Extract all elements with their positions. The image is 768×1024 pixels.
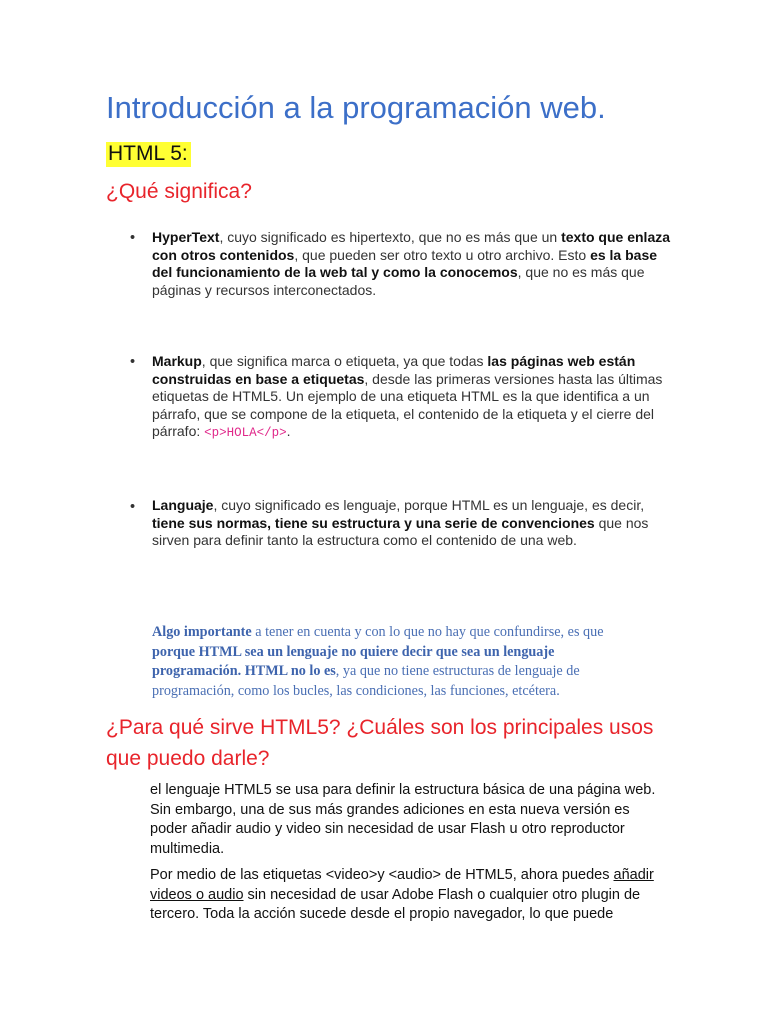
note-bold-text: Algo importante (152, 624, 252, 640)
bullet-bold-text: es la base del funcionamiento de la web tal y como la conocemos (152, 246, 658, 281)
bullet-marker: • (130, 499, 136, 515)
underlined-text: añadir videos o audio (150, 867, 654, 903)
bullet-markup (152, 353, 672, 443)
bullet-text: , que no es más que páginas y recursos interconectados. (152, 264, 645, 298)
bullet-text: que nos sirven para definir tanto la estructura como el contenido de una web. (152, 514, 649, 549)
bullet-marker: • (130, 354, 136, 370)
term-languaje: Languaje (152, 497, 214, 513)
paragraph-video-audio (150, 866, 660, 925)
paragraph-text: Por medio de las etiquetas <video>y <audio> de HTML5, ahora puedes (150, 867, 614, 883)
note-text: a tener en cuenta y con lo que no hay que confundirse, es que (251, 624, 604, 640)
important-note (152, 623, 632, 701)
bullet-hypertext (152, 229, 672, 299)
bullet-bold-text: texto que enlaza con otros contenidos (152, 229, 671, 263)
paragraph-html5-uses: el lenguaje HTML5 se usa para definir la estructura básica de una página web. Sin embargo, una de sus más grandes adiciones en esta nueva versión es poder añadir audio y video sin necesidad de usar Flash u otro reproductor multimedia. (150, 782, 656, 857)
bullet-text: . (286, 423, 291, 440)
bullet-text: , que significa marca o etiqueta, ya que todas (201, 353, 488, 369)
bullet-text: , desde las primeras versiones hasta las últimas etiquetas de HTML5. Un ejemplo de una etiqueta HTML es la que identifica a un párrafo, que se compone de la etiqueta, el contenido de la etiqueta y el cierre del párrafo: (152, 370, 663, 440)
bullet-marker: • (130, 230, 136, 246)
note-text: , ya que no tiene estructuras de lenguaje de programación, como los bucles, las condiciones, las funciones, etcétera. (152, 663, 580, 699)
bullet-languaje (152, 497, 672, 550)
code-snippet: <p>HOLA</p> (204, 426, 287, 441)
page-title: Introducción a la programación web. (106, 90, 606, 125)
bullet-text: , cuyo significado es hipertexto, que no es más que un (219, 229, 562, 245)
note-bold-text: porque HTML sea un lenguaje no quiere decir que sea un lenguaje programación. HTML no lo es (152, 643, 555, 679)
bullet-text: , cuyo significado es lenguaje, porque HTML es un lenguaje, es decir, (213, 497, 645, 513)
bullet-text: , que pueden ser otro texto u otro archivo. Esto (294, 246, 591, 263)
paragraph-text: sin necesidad de usar Adobe Flash o cualquier otro plugin de tercero. Toda la acción sucede desde el propio navegador, lo que puede (150, 886, 641, 922)
bullet-bold-text: tiene sus normas, tiene su estructura y una serie de convenciones (152, 514, 595, 531)
term-hypertext: HyperText (152, 229, 220, 245)
section-heading-uses: ¿Para qué sirve HTML5? ¿Cuáles son los principales usos que puedo darle? (106, 716, 654, 770)
html5-highlighted-heading: HTML 5: (106, 142, 191, 167)
bullet-bold-text: las páginas web están construidas en base a etiquetas (152, 353, 636, 387)
section-heading-meaning: ¿Qué significa? (106, 180, 252, 203)
term-markup: Markup (152, 353, 202, 369)
